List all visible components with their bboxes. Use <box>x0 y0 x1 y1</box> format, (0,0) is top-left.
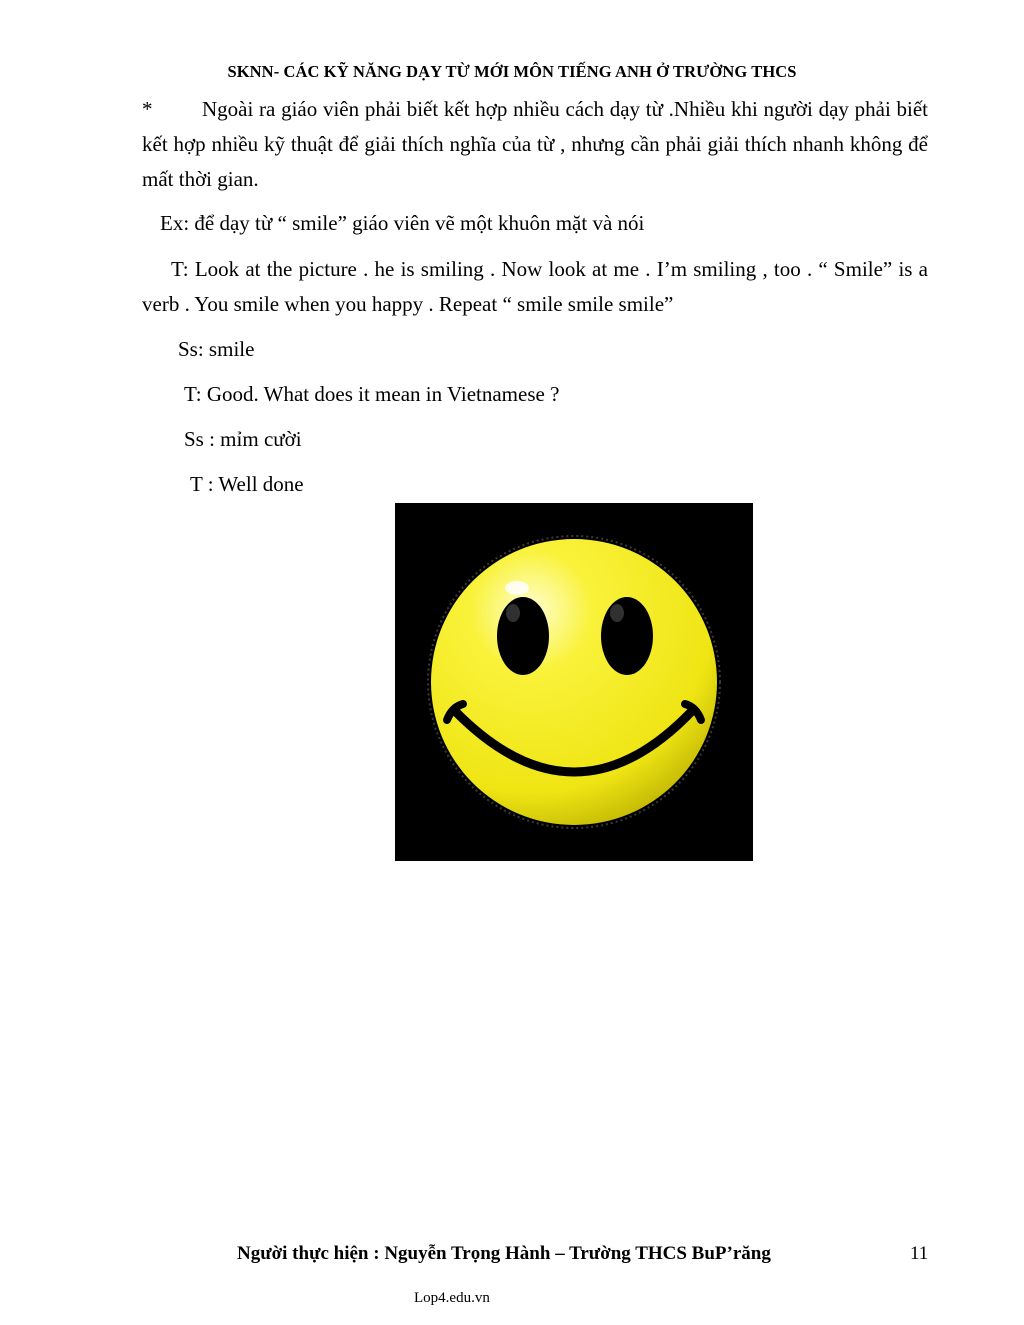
footer-site: Lop4.edu.vn <box>414 1290 490 1306</box>
students-line-1: Ss: smile <box>178 337 255 361</box>
footer-author: Người thực hiện : Nguyễn Trọng Hành – Trường THCS BuP’răng <box>237 1243 771 1264</box>
smiley-face-icon <box>395 503 753 861</box>
teacher-line-3: T : Well done <box>190 472 304 496</box>
smiley-figure <box>395 503 753 861</box>
teacher-line-1: T: Look at the picture . he is smiling . Now look at me . I’m smiling , too . “ Smile” is a verb . You smile when you happy . Repeat “ smile smile smile” <box>142 257 928 316</box>
example-line: Ex: để dạy từ “ smile” giáo viên vẽ một khuôn mặt và nói <box>160 211 645 235</box>
students-line-2: Ss : mỉm cười <box>184 427 302 451</box>
page-number: 11 <box>910 1243 929 1264</box>
teacher-line-2: T: Good. What does it mean in Vietnamese ? <box>184 382 560 406</box>
intro-text: Ngoài ra giáo viên phải biết kết hợp nhiều cách dạy từ .Nhiều khi người dạy phải biết kết hợp nhiều kỹ thuật để giải thích nghĩa của từ , nhưng cần phải giải thích nhanh không để mất thời gian. <box>142 97 928 191</box>
page-header: SKNN- CÁC KỸ NĂNG DẠY TỪ MỚI MÔN TIẾNG ANH Ở TRƯỜNG THCS <box>227 62 797 81</box>
intro-paragraph <box>142 92 928 197</box>
bullet-star: * <box>142 97 153 121</box>
